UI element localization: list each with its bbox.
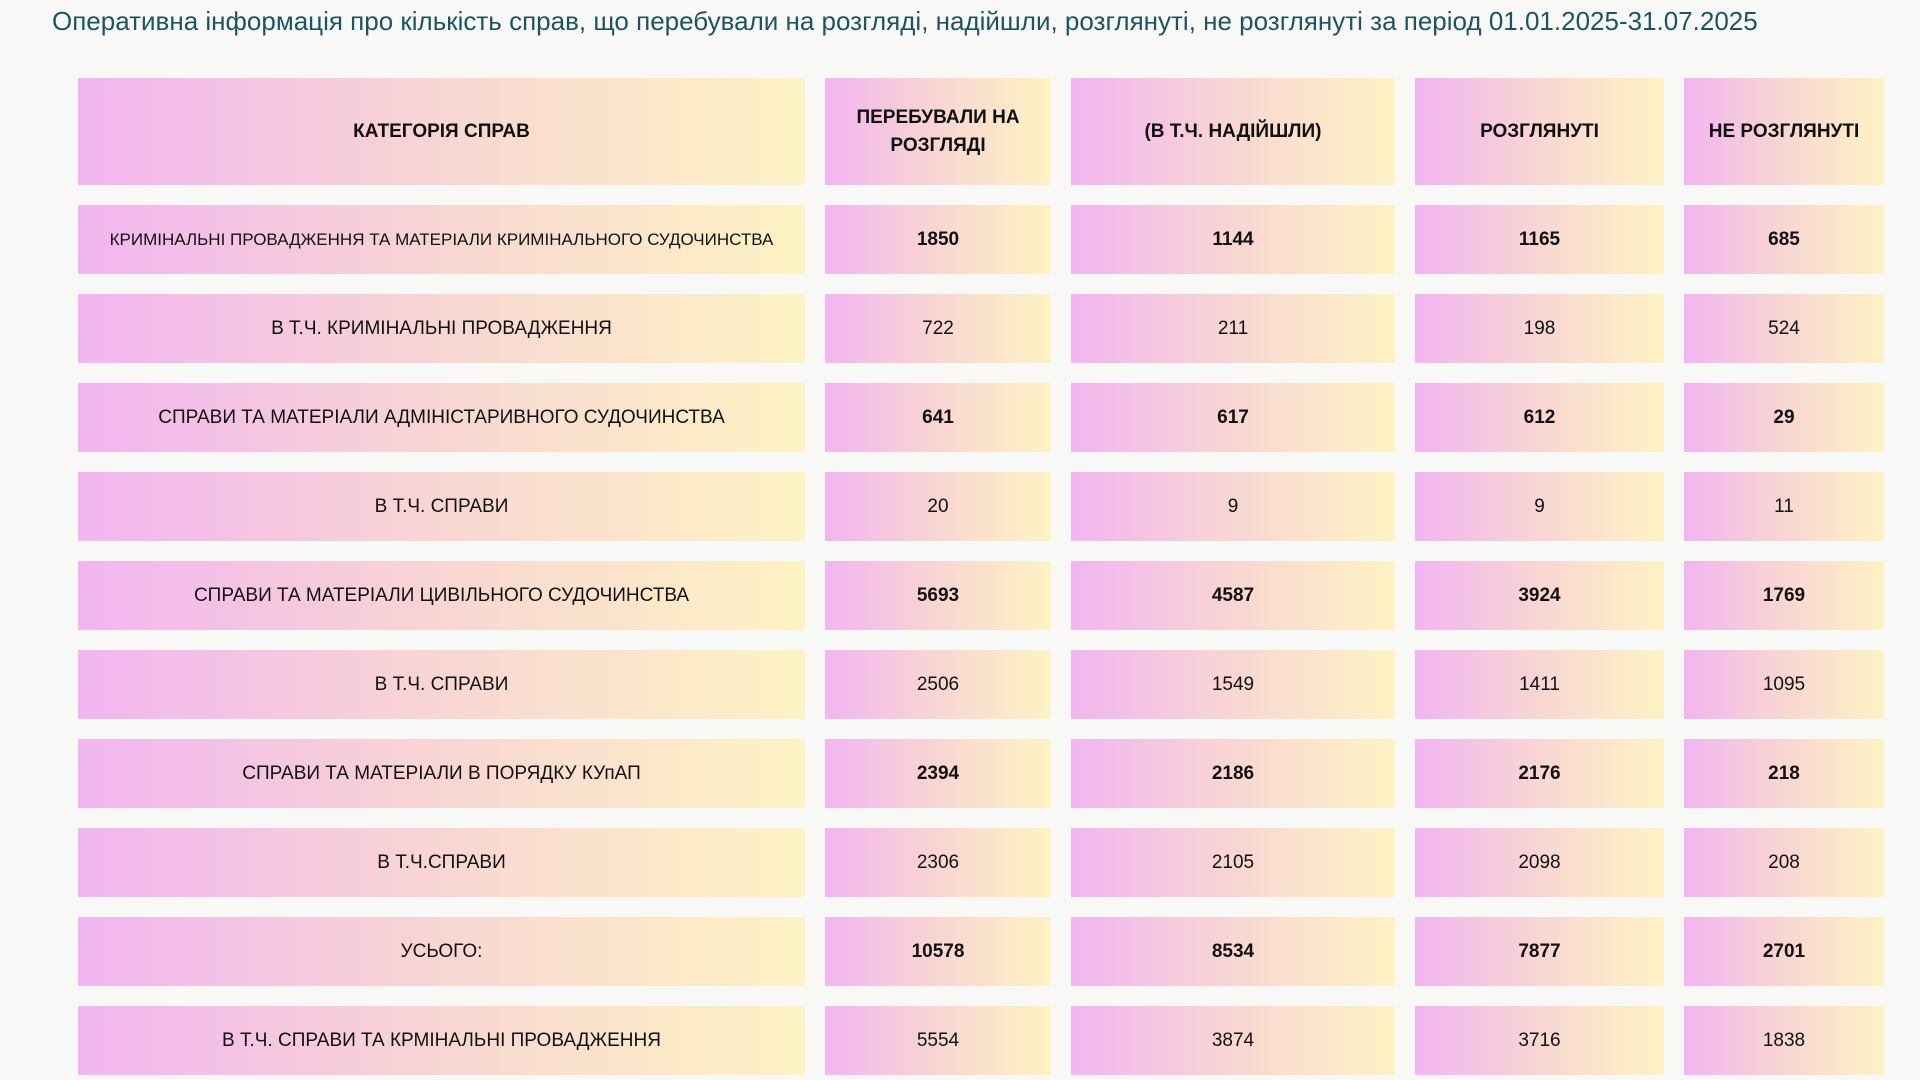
category-cell: УСЬОГО: — [78, 917, 805, 986]
considered-cell: 612 — [1415, 383, 1664, 452]
header-considered: РОЗГЛЯНУТІ — [1415, 78, 1664, 185]
pending-cell: 10578 — [825, 917, 1051, 986]
category-cell: В Т.Ч. КРИМІНАЛЬНІ ПРОВАДЖЕННЯ — [78, 294, 805, 363]
pending-cell: 2506 — [825, 650, 1051, 719]
category-cell: СПРАВИ ТА МАТЕРІАЛИ В ПОРЯДКУ КУпАП — [78, 739, 805, 808]
statistics-table — [58, 58, 1904, 1080]
received-cell: 2105 — [1071, 828, 1395, 897]
received-cell: 617 — [1071, 383, 1395, 452]
category-cell: В Т.Ч.СПРАВИ — [78, 828, 805, 897]
received-cell: 3874 — [1071, 1006, 1395, 1075]
category-cell: СПРАВИ ТА МАТЕРІАЛИ ЦИВІЛЬНОГО СУДОЧИНСТВА — [78, 561, 805, 630]
category-cell: КРИМІНАЛЬНІ ПРОВАДЖЕННЯ ТА МАТЕРІАЛИ КРИМІНАЛЬНОГО СУДОЧИНСТВА — [78, 205, 805, 274]
pending-cell: 5554 — [825, 1006, 1051, 1075]
not-considered-cell: 524 — [1684, 294, 1884, 363]
table-row — [78, 828, 1884, 897]
pending-cell: 641 — [825, 383, 1051, 452]
not-considered-cell: 1838 — [1684, 1006, 1884, 1075]
not-considered-cell: 1095 — [1684, 650, 1884, 719]
received-cell: 1549 — [1071, 650, 1395, 719]
pending-cell: 20 — [825, 472, 1051, 541]
received-cell: 8534 — [1071, 917, 1395, 986]
not-considered-cell: 2701 — [1684, 917, 1884, 986]
page-title: Оперативна інформація про кількість справ, що перебували на розгляді, надійшли, розглянуті, не розглянуті за період 01.01.2025-31.07.2025 — [52, 6, 1758, 36]
table-row — [78, 561, 1884, 630]
table-row — [78, 739, 1884, 808]
category-cell: В Т.Ч. СПРАВИ ТА КРМІНАЛЬНІ ПРОВАДЖЕННЯ — [78, 1006, 805, 1075]
header-pending: ПЕРЕБУВАЛИ НА РОЗГЛЯДІ — [825, 78, 1051, 185]
not-considered-cell: 218 — [1684, 739, 1884, 808]
pending-cell: 2306 — [825, 828, 1051, 897]
pending-cell: 722 — [825, 294, 1051, 363]
category-cell: В Т.Ч. СПРАВИ — [78, 472, 805, 541]
table-row — [78, 472, 1884, 541]
table-row — [78, 205, 1884, 274]
considered-cell: 2098 — [1415, 828, 1664, 897]
received-cell: 9 — [1071, 472, 1395, 541]
considered-cell: 9 — [1415, 472, 1664, 541]
not-considered-cell: 1769 — [1684, 561, 1884, 630]
header-not-considered: НЕ РОЗГЛЯНУТІ — [1684, 78, 1884, 185]
pending-cell: 5693 — [825, 561, 1051, 630]
not-considered-cell: 685 — [1684, 205, 1884, 274]
not-considered-cell: 208 — [1684, 828, 1884, 897]
received-cell: 211 — [1071, 294, 1395, 363]
considered-cell: 3924 — [1415, 561, 1664, 630]
table-row-total — [78, 917, 1884, 986]
not-considered-cell: 29 — [1684, 383, 1884, 452]
pending-cell: 1850 — [825, 205, 1051, 274]
table-row — [78, 650, 1884, 719]
header-category: КАТЕГОРІЯ СПРАВ — [78, 78, 805, 185]
table-row — [78, 383, 1884, 452]
considered-cell: 1411 — [1415, 650, 1664, 719]
considered-cell: 3716 — [1415, 1006, 1664, 1075]
pending-cell: 2394 — [825, 739, 1051, 808]
table-row — [78, 294, 1884, 363]
category-cell: СПРАВИ ТА МАТЕРІАЛИ АДМІНІСТАРИВНОГО СУДОЧИНСТВА — [78, 383, 805, 452]
considered-cell: 2176 — [1415, 739, 1664, 808]
considered-cell: 7877 — [1415, 917, 1664, 986]
category-cell: В Т.Ч. СПРАВИ — [78, 650, 805, 719]
received-cell: 2186 — [1071, 739, 1395, 808]
not-considered-cell: 11 — [1684, 472, 1884, 541]
header-received: (В Т.Ч. НАДІЙШЛИ) — [1071, 78, 1395, 185]
considered-cell: 1165 — [1415, 205, 1664, 274]
header-row — [78, 78, 1884, 185]
considered-cell: 198 — [1415, 294, 1664, 363]
table-row — [78, 1006, 1884, 1075]
received-cell: 4587 — [1071, 561, 1395, 630]
received-cell: 1144 — [1071, 205, 1395, 274]
